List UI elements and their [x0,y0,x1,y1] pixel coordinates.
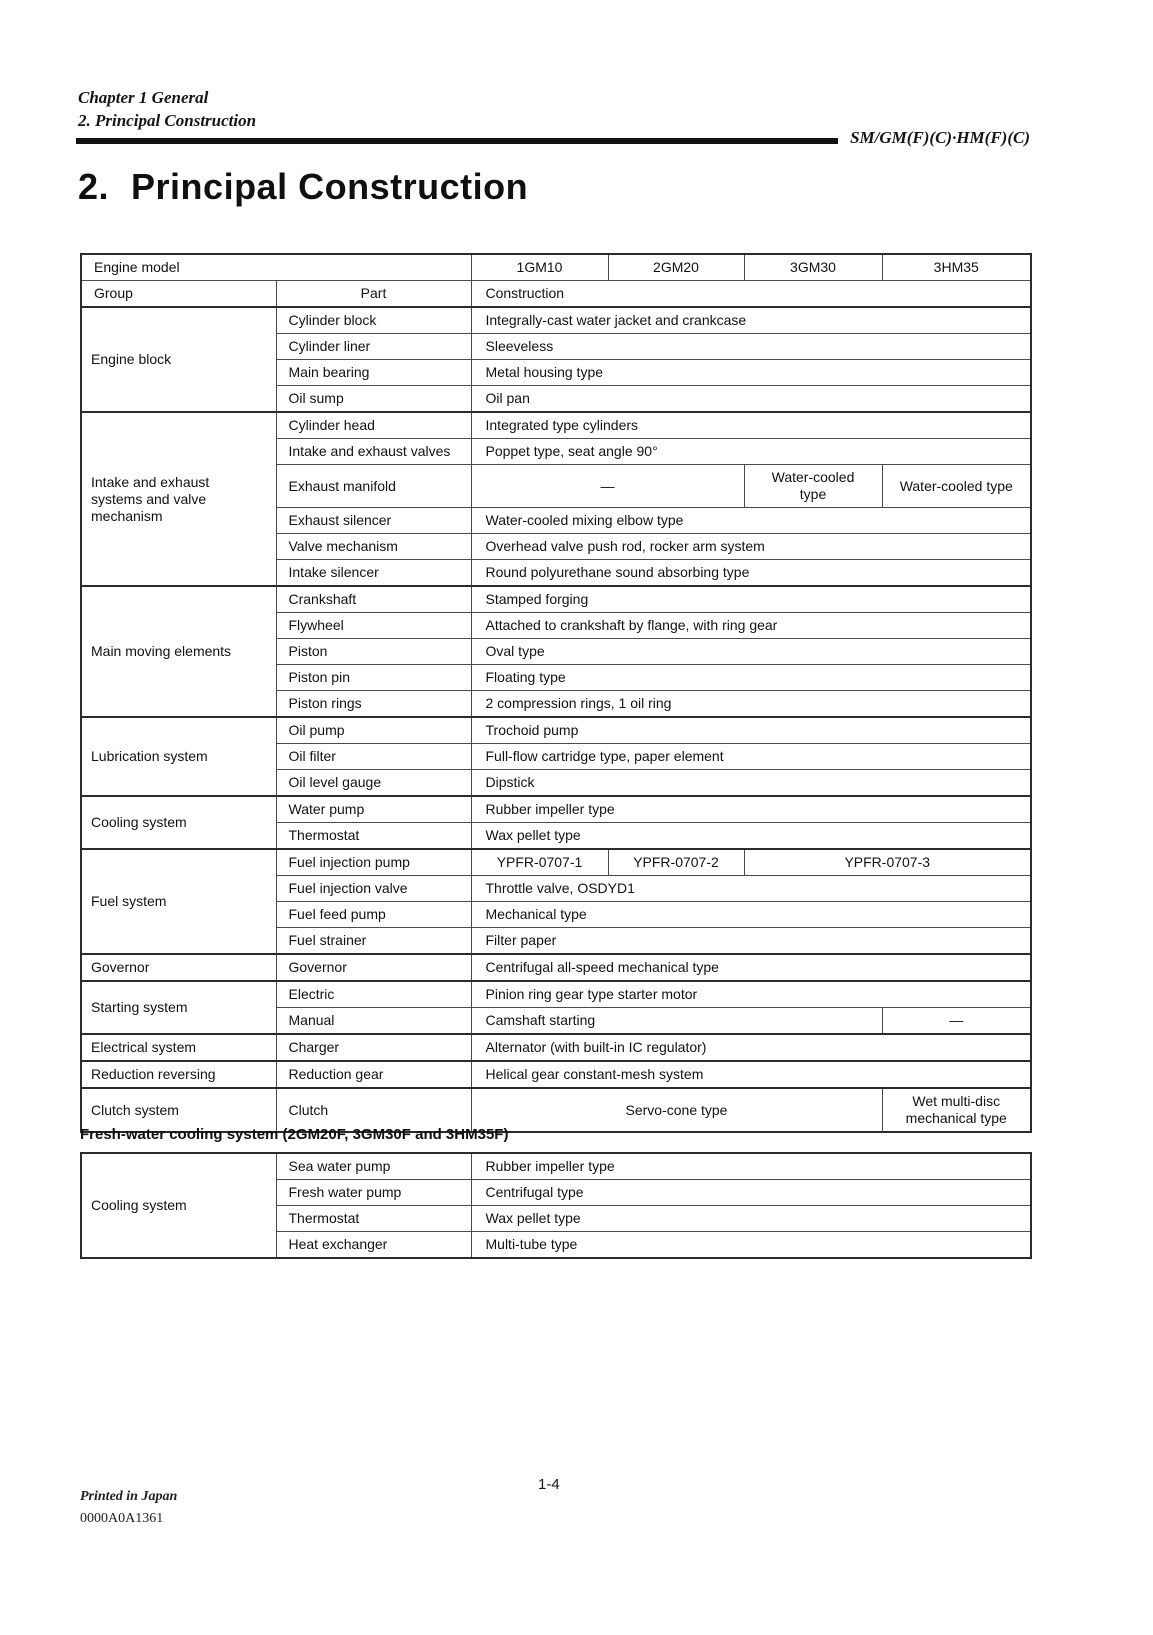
group-cell: Clutch system [81,1088,276,1132]
construction-cell: Water-cooled mixing elbow type [471,508,1031,534]
part-cell: Fuel strainer [276,928,471,955]
group-cell: Starting system [81,981,276,1034]
group-cell: Governor [81,954,276,981]
construction-cell: Wax pellet type [471,1206,1031,1232]
principal-construction-table [80,253,1032,1133]
part-cell: Intake and exhaust valves [276,439,471,465]
table-row [81,981,1031,1008]
group-cell: Main moving elements [81,586,276,717]
construction-cell: Oil pan [471,386,1031,413]
construction-cell: Poppet type, seat angle 90° [471,439,1031,465]
engine-model-label-cell: Engine model [81,254,471,281]
construction-cell: Rubber impeller type [471,1153,1031,1180]
part-cell: Cylinder block [276,307,471,334]
construction-cell: YPFR-0707-3 [744,849,1031,876]
part-cell: Cylinder liner [276,334,471,360]
model-header-cell: 3HM35 [882,254,1031,281]
group-cell: Cooling system [81,1153,276,1258]
part-cell: Main bearing [276,360,471,386]
construction-cell: YPFR-0707-1 [471,849,608,876]
model-header-cell: 1GM10 [471,254,608,281]
running-header [78,86,256,132]
page-number: 1-4 [538,1476,560,1493]
construction-cell: — [882,1008,1031,1035]
construction-cell: Stamped forging [471,586,1031,613]
part-cell: Intake silencer [276,560,471,587]
construction-header-cell: Construction [471,281,1031,308]
construction-cell: Throttle valve, OSDYD1 [471,876,1031,902]
construction-cell: Camshaft starting [471,1008,882,1035]
construction-cell: Water-cooled type [744,465,882,508]
construction-cell: Full-flow cartridge type, paper element [471,744,1031,770]
header-rule [76,138,838,144]
table-row [81,254,1031,281]
construction-cell: — [471,465,744,508]
part-header-cell: Part [276,281,471,308]
construction-cell: Pinion ring gear type starter motor [471,981,1031,1008]
group-cell: Lubrication system [81,717,276,796]
part-cell: Sea water pump [276,1153,471,1180]
construction-cell: Wax pellet type [471,823,1031,850]
page-title-text: Principal Construction [131,166,529,207]
model-header-cell: 2GM20 [608,254,744,281]
part-cell: Fuel feed pump [276,902,471,928]
part-cell: Fresh water pump [276,1180,471,1206]
section-label: 2. Principal Construction [78,111,257,130]
document-code: 0000A0A1361 [80,1511,164,1526]
construction-cell: Trochoid pump [471,717,1031,744]
construction-cell: Helical gear constant-mesh system [471,1061,1031,1088]
part-cell: Clutch [276,1088,471,1132]
construction-cell: Servo-cone type [471,1088,882,1132]
part-cell: Reduction gear [276,1061,471,1088]
table-row [81,1061,1031,1088]
table-row [81,307,1031,334]
part-cell: Crankshaft [276,586,471,613]
group-cell: Electrical system [81,1034,276,1061]
construction-cell: Integrally-cast water jacket and crankcase [471,307,1031,334]
construction-cell: Integrated type cylinders [471,412,1031,439]
part-cell: Flywheel [276,613,471,639]
group-header-cell: Group [81,281,276,308]
group-cell: Engine block [81,307,276,412]
construction-cell: Dipstick [471,770,1031,797]
fresh-water-cooling-table [80,1152,1032,1259]
construction-cell: Metal housing type [471,360,1031,386]
part-cell: Water pump [276,796,471,823]
construction-cell: Filter paper [471,928,1031,955]
construction-cell: Rubber impeller type [471,796,1031,823]
construction-cell: Alternator (with built-in IC regulator) [471,1034,1031,1061]
part-cell: Electric [276,981,471,1008]
page-title [78,166,528,208]
part-cell: Manual [276,1008,471,1035]
construction-cell: Centrifugal type [471,1180,1031,1206]
chapter-label: Chapter 1 General [78,88,209,107]
part-cell: Piston [276,639,471,665]
part-cell: Thermostat [276,1206,471,1232]
fresh-water-heading: Fresh-water cooling system (2GM20F, 3GM30F and 3HM35F) [80,1126,509,1143]
part-cell: Exhaust manifold [276,465,471,508]
construction-cell: Overhead valve push rod, rocker arm system [471,534,1031,560]
table-row [81,412,1031,439]
construction-cell: Wet multi-disc mechanical type [882,1088,1031,1132]
table-row [81,796,1031,823]
engine-model-code: SM/GM(F)(C)·HM(F)(C) [850,128,1030,147]
part-cell: Oil pump [276,717,471,744]
construction-cell: Oval type [471,639,1031,665]
table-row [81,954,1031,981]
table-row [81,281,1031,308]
part-cell: Valve mechanism [276,534,471,560]
part-cell: Oil sump [276,386,471,413]
construction-cell: Centrifugal all-speed mechanical type [471,954,1031,981]
group-cell: Reduction reversing [81,1061,276,1088]
part-cell: Oil filter [276,744,471,770]
part-cell: Piston rings [276,691,471,718]
part-cell: Oil level gauge [276,770,471,797]
part-cell: Fuel injection valve [276,876,471,902]
part-cell: Fuel injection pump [276,849,471,876]
construction-cell: Multi-tube type [471,1232,1031,1259]
page-title-number: 2. [78,166,110,207]
construction-cell: 2 compression rings, 1 oil ring [471,691,1031,718]
part-cell: Thermostat [276,823,471,850]
table-row [81,1153,1031,1180]
model-header-cell: 3GM30 [744,254,882,281]
part-cell: Governor [276,954,471,981]
group-cell: Intake and exhaust systems and valve mechanism [81,412,276,586]
table-row [81,849,1031,876]
part-cell: Charger [276,1034,471,1061]
construction-cell: Attached to crankshaft by flange, with ring gear [471,613,1031,639]
construction-cell: Floating type [471,665,1031,691]
construction-cell: YPFR-0707-2 [608,849,744,876]
construction-cell: Sleeveless [471,334,1031,360]
part-cell: Heat exchanger [276,1232,471,1259]
group-cell: Cooling system [81,796,276,849]
construction-cell: Round polyurethane sound absorbing type [471,560,1031,587]
part-cell: Exhaust silencer [276,508,471,534]
part-cell: Piston pin [276,665,471,691]
table-row [81,586,1031,613]
table-row [81,1034,1031,1061]
header-rule-row [76,128,1030,148]
construction-cell: Mechanical type [471,902,1031,928]
table-row [81,717,1031,744]
construction-cell: Water-cooled type [882,465,1031,508]
part-cell: Cylinder head [276,412,471,439]
group-cell: Fuel system [81,849,276,954]
printed-in-japan-label: Printed in Japan [80,1489,178,1504]
